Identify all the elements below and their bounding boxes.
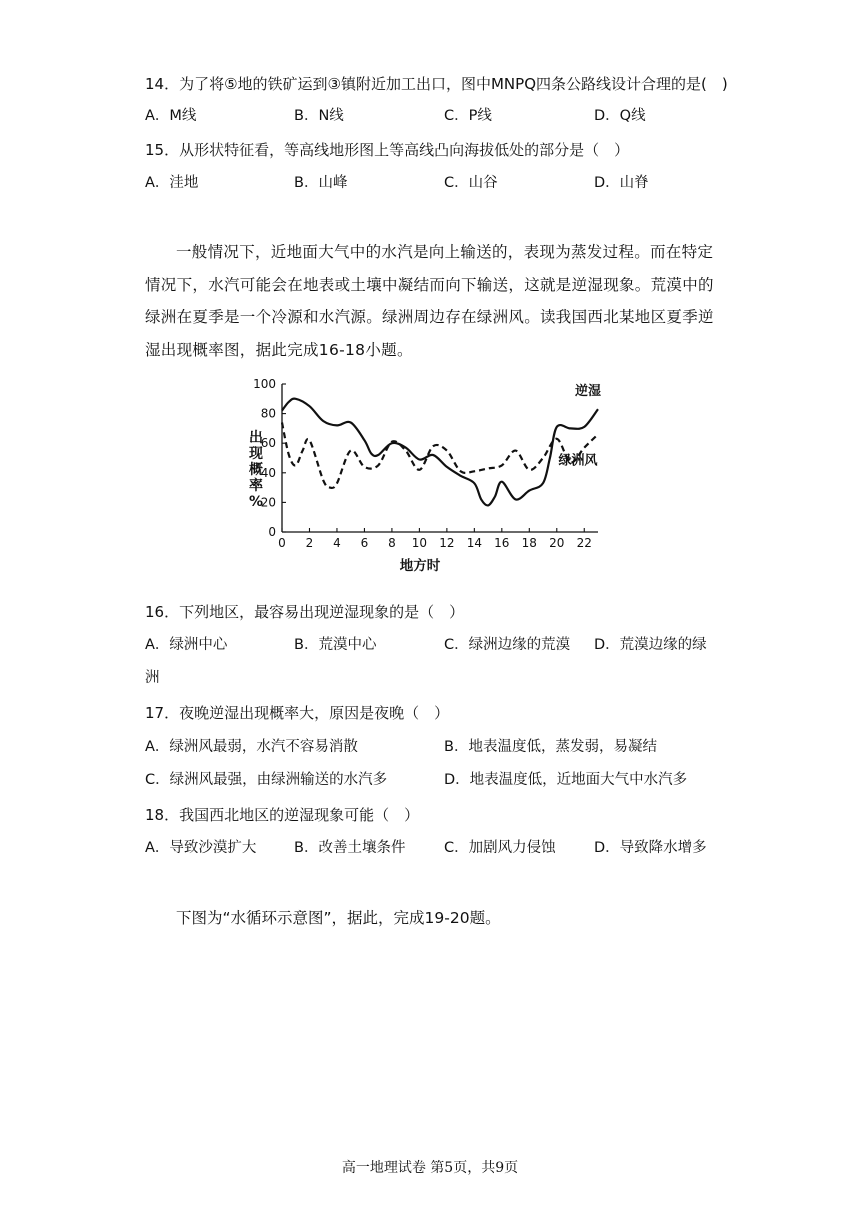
q16-option-b: B．荒漠中心 bbox=[294, 637, 377, 653]
y-axis-title-char: % bbox=[248, 494, 264, 510]
x-tick-label: 8 bbox=[388, 536, 396, 550]
x-tick-label: 14 bbox=[466, 536, 482, 550]
x-tick-label: 12 bbox=[439, 536, 455, 550]
x-tick-label: 16 bbox=[494, 536, 510, 550]
y-tick-label: 40 bbox=[260, 465, 276, 480]
x-tick-label: 2 bbox=[305, 536, 314, 550]
y-axis-title-char: 出 bbox=[249, 430, 263, 446]
x-tick-label: 4 bbox=[333, 536, 341, 550]
q16-option-d-wrap: 洲 bbox=[145, 670, 160, 686]
series-line-reverse-humidity bbox=[282, 399, 598, 506]
y-tick-label: 20 bbox=[260, 495, 276, 510]
q17-stem: 17．夜晚逆湿出现概率大，原因是夜晚（ ） bbox=[145, 704, 450, 722]
y-tick-label: 0 bbox=[268, 525, 276, 539]
q15-option-d: D．山脊 bbox=[594, 175, 649, 191]
q17-option-c: C．绿洲风最强，由绿洲输送的水汽多 bbox=[145, 772, 388, 788]
y-axis-title-char: 现 bbox=[249, 446, 263, 462]
q16-option-a: A．绿洲中心 bbox=[145, 637, 228, 653]
y-tick-label: 80 bbox=[260, 406, 276, 421]
q14-stem: 14．为了将⑤地的铁矿运到③镇附近加工出口，图中MNPQ四条公路线设计合理的是( ) bbox=[145, 75, 728, 93]
x-tick-label: 18 bbox=[521, 536, 537, 550]
chart-series bbox=[282, 399, 598, 506]
reverse-humidity-probability-chart bbox=[240, 372, 640, 582]
q14-option-c: C．P线 bbox=[444, 108, 492, 124]
series-label-reverse-humidity: 逆湿 bbox=[574, 384, 602, 400]
q16-stem: 16．下列地区，最容易出现逆湿现象的是（ ） bbox=[145, 603, 465, 621]
passage-water-cycle: 下图为“水循环示意图”，据此，完成19-20题。 bbox=[176, 909, 501, 927]
y-tick-label: 100 bbox=[253, 377, 276, 391]
page-footer: 高一地理试卷 第5页，共9页 bbox=[341, 1160, 519, 1176]
chart-labels bbox=[248, 377, 601, 574]
q18-option-b: B．改善土壤条件 bbox=[294, 840, 406, 856]
q17-option-d: D．地表温度低，近地面大气中水汽多 bbox=[444, 772, 688, 788]
x-axis-title: 地方时 bbox=[399, 558, 441, 574]
q17-option-b: B．地表温度低，蒸发弱，易凝结 bbox=[444, 739, 657, 755]
x-tick-label: 6 bbox=[360, 536, 369, 550]
passage-reverse-humidity: 一般情况下，近地面大气中的水汽是向上输送的，表现为蒸发过程。而在特定情况下，水汽可能会在地表或土壤中凝结而向下输送，这就是逆湿现象。荒漠中的绿洲在夏季是一个冷源和水汽源。绿洲周边存在绿洲风。读我国西北某地区夏季逆湿出现概率图，据此完成16-18小题。 bbox=[145, 243, 714, 359]
q18-option-d: D．导致降水增多 bbox=[594, 840, 707, 856]
q14-option-b: B．N线 bbox=[294, 108, 344, 124]
q16-option-c: C．绿洲边缘的荒漠 bbox=[444, 637, 571, 653]
y-axis-title-char: 率 bbox=[249, 478, 263, 494]
x-tick-label: 20 bbox=[549, 536, 565, 550]
q17-option-a: A．绿洲风最弱，水汽不容易消散 bbox=[145, 739, 358, 755]
q18-option-a: A．导致沙漠扩大 bbox=[145, 840, 257, 856]
q15-option-b: B．山峰 bbox=[294, 175, 348, 191]
q14-option-a: A．M线 bbox=[145, 108, 197, 124]
x-tick-label: 22 bbox=[576, 536, 592, 550]
q18-stem: 18．我国西北地区的逆湿现象可能（ ） bbox=[145, 806, 420, 824]
y-tick-label: 60 bbox=[260, 436, 276, 451]
q15-stem: 15．从形状特征看，等高线地形图上等高线凸向海拔低处的部分是（ ） bbox=[145, 141, 630, 159]
q16-option-d: D．荒漠边缘的绿 bbox=[594, 637, 707, 653]
q18-option-c: C．加剧风力侵蚀 bbox=[444, 840, 556, 856]
q15-option-a: A．洼地 bbox=[145, 175, 199, 191]
q15-option-c: C．山谷 bbox=[444, 175, 498, 191]
x-tick-label: 10 bbox=[411, 536, 428, 550]
q14-option-d: D．Q线 bbox=[594, 108, 646, 124]
y-axis-title-char: 概 bbox=[249, 462, 263, 478]
series-label-oasis-wind: 绿洲风 bbox=[558, 453, 598, 469]
x-tick-label: 0 bbox=[278, 536, 286, 550]
